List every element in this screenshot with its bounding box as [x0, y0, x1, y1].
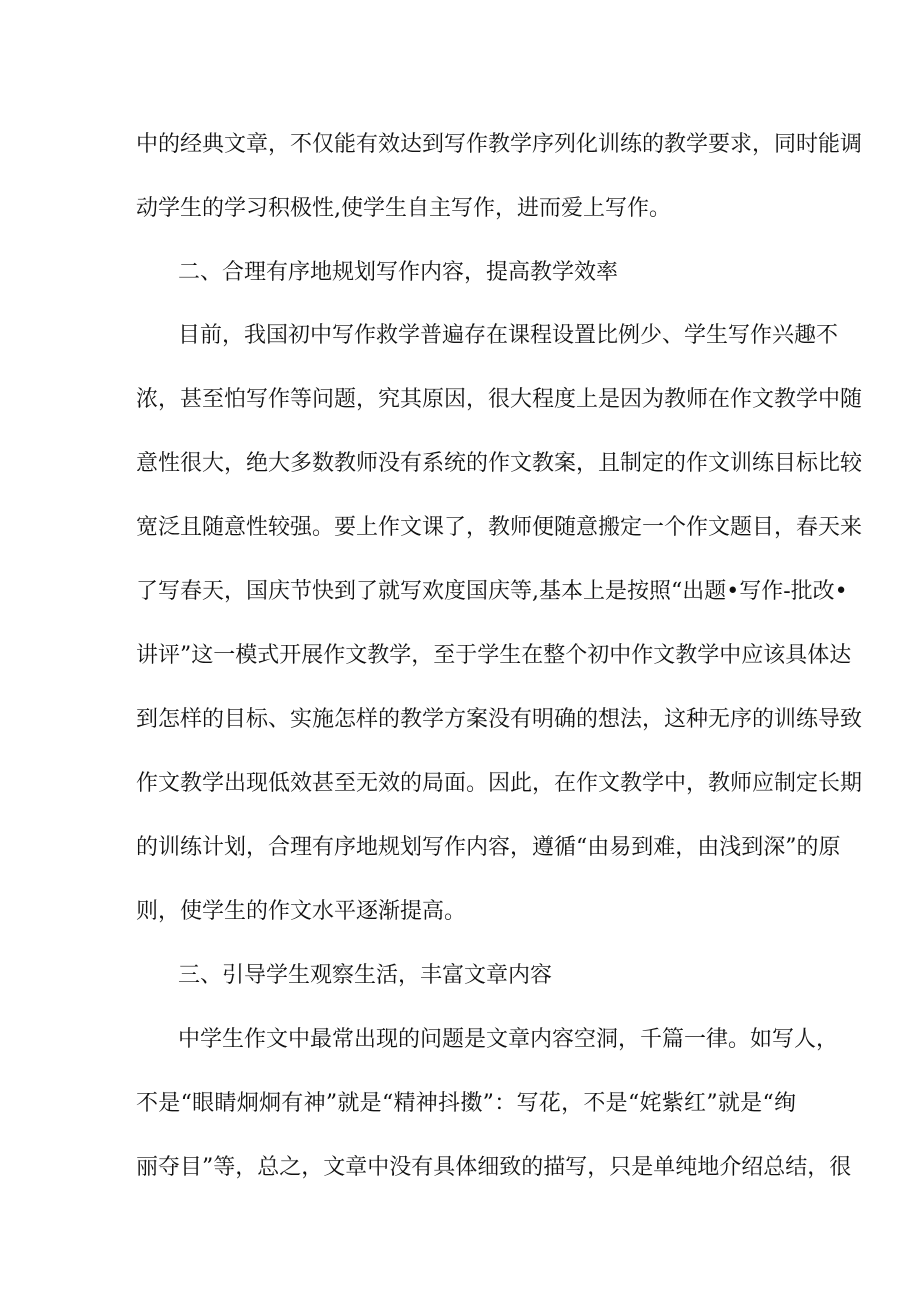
paragraph-2-line-10: 则，使学生的作文水平逐渐提高。 [136, 899, 467, 924]
paragraph-2-line-4: 宽泛且随意性较强。要上作文课了，教师便随意搬定一个作文题目，春天来 [136, 515, 863, 540]
paragraph-1-line-2: 动学生的学习积极性,使学生自主写作，进而爱上写作。 [136, 196, 671, 221]
paragraph-3-line-2: 不是“眼睛炯炯有神”就是“精神抖擞”：写花，不是“姹紫红”就是“绚 [136, 1091, 796, 1116]
section-heading-2: 二、合理有序地规划写作内容，提高教学效率 [178, 260, 619, 285]
paragraph-2-line-8: 作文教学出现低效甚至无效的局面。因此，在作文教学中，教师应制定长期 [136, 771, 863, 796]
section-heading-3: 三、引导学生观察生活，丰富文章内容 [178, 963, 553, 988]
paragraph-1-line-1: 中的经典文章，不仅能有效达到写作教学序列化训练的教学要求，同时能调 [136, 132, 863, 157]
paragraph-2-line-1: 目前，我国初中写作救学普遍存在课程设置比例少、学生写作兴趣不 [178, 323, 839, 348]
paragraph-2-line-2: 浓，甚至怕写作等问题，究其原因，很大程度上是因为教师在作文教学中随 [136, 387, 863, 412]
paragraph-2-line-3: 意性很大，绝大多数教师没有系统的作文教案，且制定的作文训练目标比较 [136, 451, 863, 476]
paragraph-3-line-1: 中学生作文中最常出现的问题是文章内容空洞，千篇一律。如写人， [178, 1027, 839, 1052]
paragraph-3-line-3: 丽夺目”等，总之，文章中没有具体细致的描写，只是单纯地介绍总结，很 [136, 1155, 852, 1180]
paragraph-2-line-6: 讲评”这一模式开展作文教学，至于学生在整个初中作文教学中应该具体达 [136, 643, 852, 668]
paragraph-2-line-7: 到怎样的目标、实施怎样的教学方案没有明确的想法，这种无序的训练导致 [136, 707, 863, 732]
paragraph-2-line-5: 了写春天，国庆节快到了就写欢度国庆等,基本上是按照“出题•写作-批改• [136, 579, 848, 604]
paragraph-2-line-9: 的训练计划，合理有序地规划写作内容，遵循“由易到难，由浅到深”的原 [136, 835, 841, 860]
